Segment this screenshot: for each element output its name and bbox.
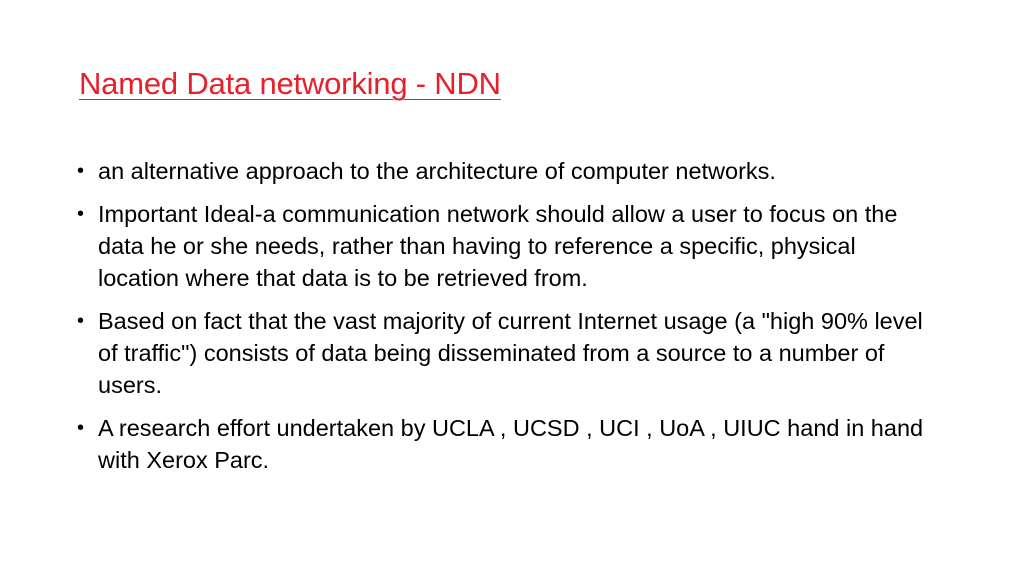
bullet-text: an alternative approach to the architecture of computer networks. (98, 158, 776, 184)
bullet-marker-icon: • (77, 160, 85, 182)
bullet-item (77, 198, 937, 294)
bullet-item (77, 412, 937, 476)
bullet-text: Important Ideal-a communication network should allow a user to focus on the data he or she needs, rather than having to reference a specific, physical location where that data is to be retrieved from. (98, 201, 898, 291)
bullet-list (77, 155, 937, 487)
bullet-marker-icon: • (77, 417, 85, 439)
bullet-item (77, 155, 937, 187)
slide-title: Named Data networking - NDN (79, 66, 501, 101)
bullet-text: Based on fact that the vast majority of current Internet usage (a "high 90% level of traffic") consists of data being disseminated from a source to a number of users. (98, 308, 923, 398)
bullet-item (77, 305, 937, 401)
bullet-marker-icon: • (77, 310, 85, 332)
bullet-text: A research effort undertaken by UCLA , UCSD , UCI , UoA , UIUC hand in hand with Xerox Parc. (98, 415, 924, 473)
bullet-marker-icon: • (77, 203, 85, 225)
